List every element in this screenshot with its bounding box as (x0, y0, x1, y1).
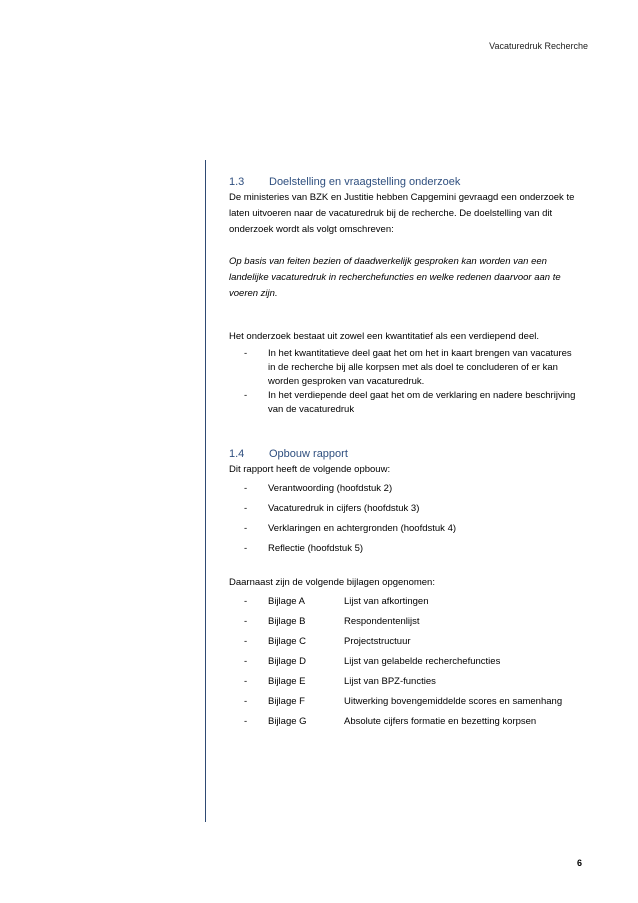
appendix-label: Bijlage G (268, 716, 307, 727)
appendix-label: Bijlage B (268, 616, 306, 627)
appendix-label: Bijlage F (268, 696, 305, 707)
list-item (229, 652, 581, 672)
list-item-text: Verklaringen en achtergronden (hoofdstuk 4) (268, 523, 457, 534)
bullet-dash: - (244, 636, 248, 647)
list-item (229, 612, 581, 632)
bullet-dash: - (244, 390, 248, 401)
list-item (229, 539, 581, 559)
appendix-label: Bijlage D (268, 656, 307, 667)
bullet-dash: - (244, 483, 248, 494)
appendix-label: Bijlage C (268, 636, 307, 647)
list-item (229, 389, 581, 417)
bullet-dash: - (244, 676, 248, 687)
bullet-dash: - (244, 348, 248, 359)
objective-statement: Op basis van feiten bezien of daadwerkelijk gesproken kan worden van een landelijke vacaturedruk in recherchefuncties en welke redenen daarvoor aan te voeren zijn. (229, 256, 561, 299)
section-title: Opbouw rapport (269, 448, 348, 460)
appendix-list (229, 592, 581, 732)
section-intro: De ministeries van BZK en Justitie hebben Capgemini gevraagd een onderzoek te laten uitvoeren naar de vacaturedruk bij de recherche. De doelstelling van dit onderzoek wordt als volgt omschreven: (229, 192, 575, 235)
list-item (229, 347, 581, 389)
appendix-label: Bijlage E (268, 676, 306, 687)
page-content (229, 174, 581, 732)
list-item-text: Reflectie (hoofdstuk 5) (268, 543, 364, 554)
appendix-title: Lijst van gelabelde recherchefuncties (344, 656, 501, 667)
list-item (229, 712, 581, 732)
page-number: 6 (576, 858, 582, 868)
list-item-text: Vacaturedruk in cijfers (hoofdstuk 3) (268, 503, 420, 514)
list-item (229, 519, 581, 539)
bullet-dash: - (244, 543, 248, 554)
list-item (229, 499, 581, 519)
section-heading-1-4 (229, 446, 581, 462)
list-item (229, 632, 581, 652)
list-item (229, 479, 581, 499)
appendix-title: Projectstructuur (344, 636, 411, 647)
list-item-text: Verantwoording (hoofdstuk 2) (268, 483, 393, 494)
appendix-title: Lijst van afkortingen (344, 596, 429, 607)
appendix-label: Bijlage A (268, 596, 305, 607)
bullet-dash: - (244, 616, 248, 627)
list-item (229, 692, 581, 712)
list-item (229, 672, 581, 692)
appendix-title: Uitwerking bovengemiddelde scores en samenhang (344, 696, 563, 707)
bullet-dash: - (244, 503, 248, 514)
appendix-title: Absolute cijfers formatie en bezetting korpsen (344, 716, 537, 727)
section-number: 1.4 (229, 448, 245, 460)
appendix-title: Lijst van BPZ-functies (344, 676, 436, 687)
section-title: Doelstelling en vraagstelling onderzoek (269, 176, 461, 188)
bullet-dash: - (244, 656, 248, 667)
bullet-dash: - (244, 523, 248, 534)
list-item-text: In het kwantitatieve deel gaat het om het in kaart brengen van vacatures in de recherche bij alle korpsen met als doel te concluderen of er kan worden gesproken van vacaturedruk. (268, 348, 572, 387)
running-header: Vacaturedruk Recherche (489, 41, 588, 51)
bullet-dash: - (244, 596, 248, 607)
section-number: 1.3 (229, 176, 245, 188)
appendix-intro: Daarnaast zijn de volgende bijlagen opgenomen: (229, 577, 435, 588)
margin-rule (205, 160, 206, 822)
structure-intro: Dit rapport heeft de volgende opbouw: (229, 464, 391, 475)
list-item (229, 592, 581, 612)
parts-intro: Het onderzoek bestaat uit zowel een kwantitatief als een verdiepend deel. (229, 331, 540, 342)
bullet-dash: - (244, 696, 248, 707)
list-item-text: In het verdiepende deel gaat het om de verklaring en nadere beschrijving van de vacaturedruk (268, 390, 576, 415)
research-parts-list (229, 347, 581, 417)
appendix-title: Respondentenlijst (344, 616, 420, 627)
chapter-list (229, 479, 581, 559)
section-heading-1-3 (229, 174, 581, 190)
bullet-dash: - (244, 716, 248, 727)
